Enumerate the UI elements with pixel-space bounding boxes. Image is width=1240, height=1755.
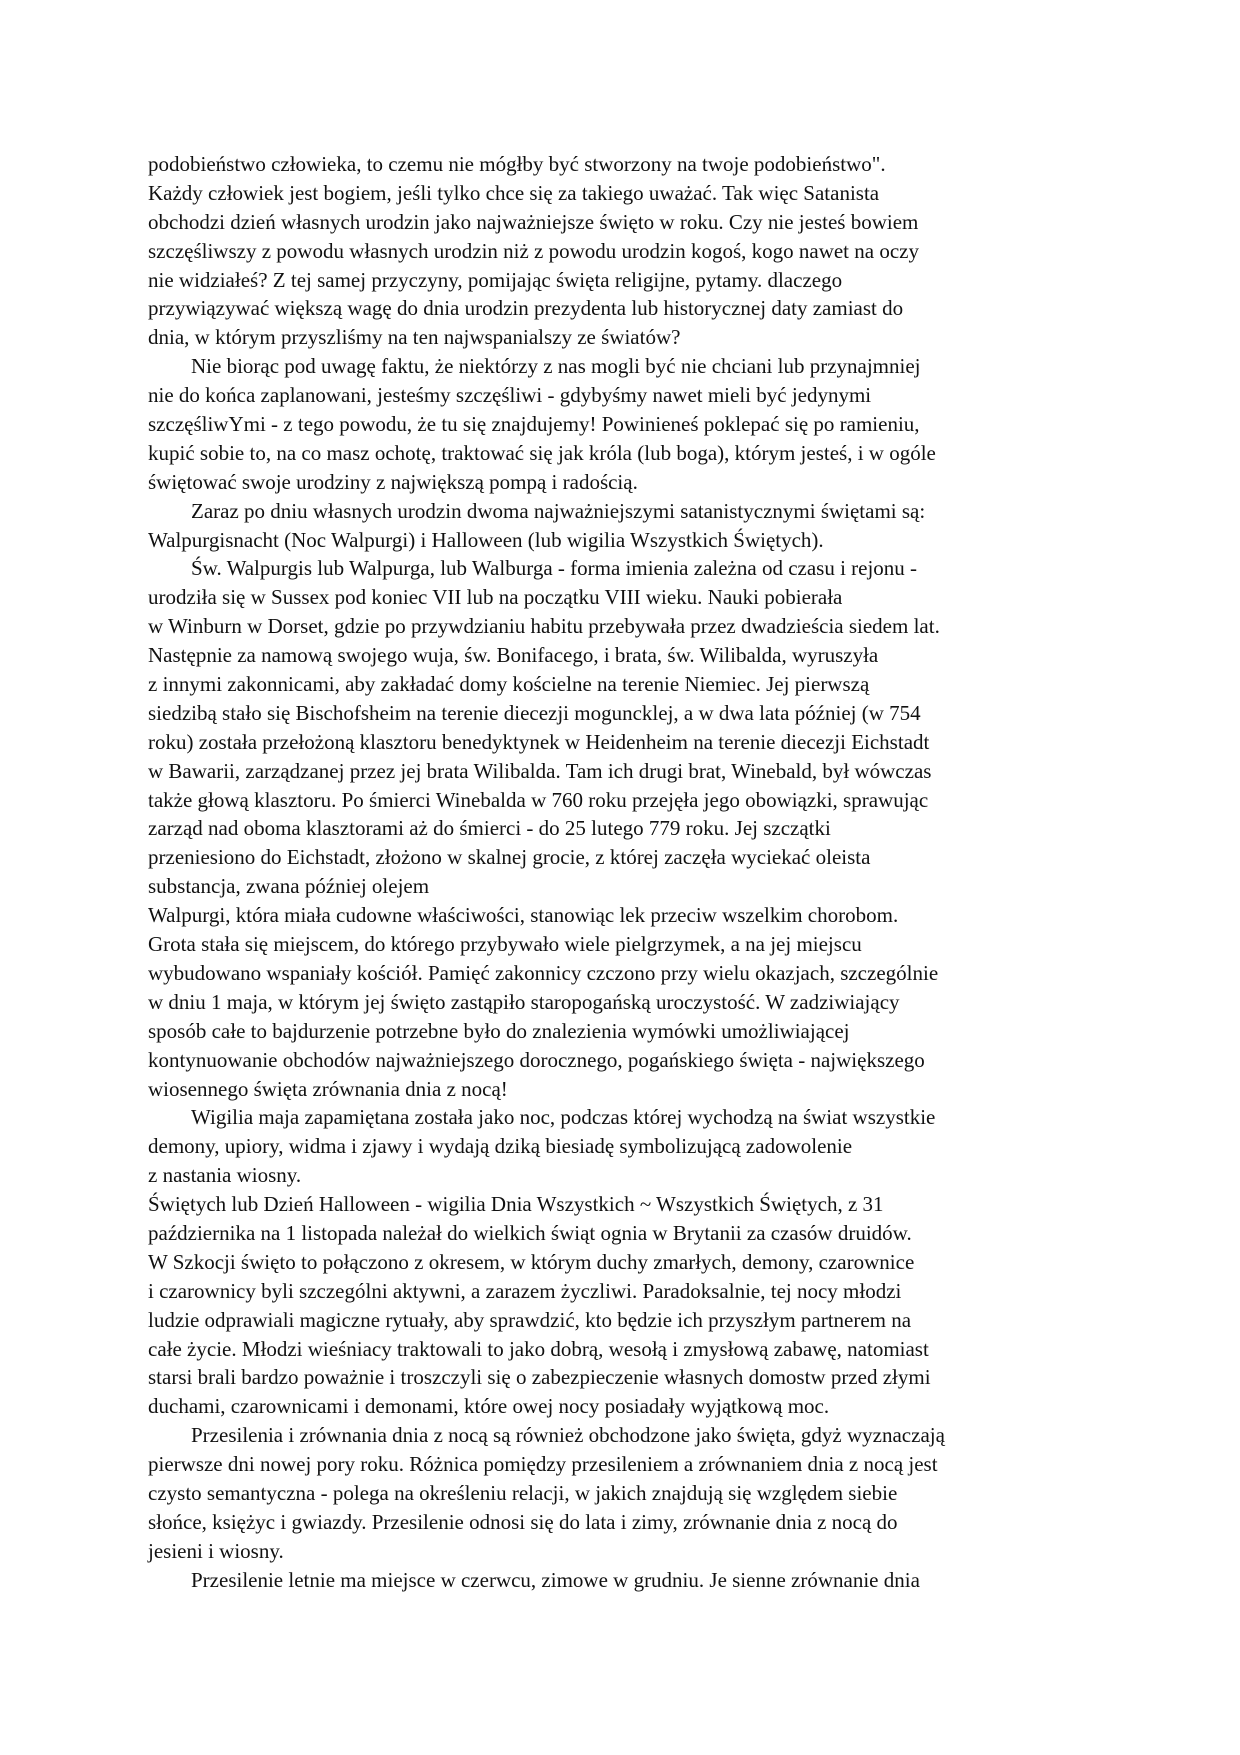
text-line: świętować swoje urodziny z największą pompą i radością.	[148, 469, 638, 494]
text-line: szczęśliwYmi - z tego powodu, że tu się znajdujemy! Powinieneś poklepać się po ramieniu,	[148, 412, 920, 437]
text-line: przeniesiono do Eichstadt, złożono w skalnej grocie, z której zaczęła wyciekać oleista	[148, 845, 871, 870]
text-line: kontynuowanie obchodów najważniejszego dorocznego, pogańskiego święta - największego	[148, 1047, 925, 1072]
text-line: substancja, zwana później olejem	[148, 874, 430, 899]
text-line: duchami, czarownicami i demonami, które owej nocy posiadały wyjątkową moc.	[148, 1394, 830, 1419]
text-line: z nastania wiosny.	[148, 1163, 302, 1188]
text-line: obchodzi dzień własnych urodzin jako najważniejsze święto w roku. Czy nie jesteś bowiem	[148, 209, 919, 234]
text-line: całe życie. Młodzi wieśniacy traktowali to jako dobrą, wesołą i zmysłową zabawę, natomiast	[148, 1336, 929, 1361]
text-line: Wigilia maja zapamiętana została jako noc, podczas której wychodzą na świat wszystkie	[191, 1105, 936, 1130]
text-line: w dniu 1 maja, w którym jej święto zastąpiło staropogańską uroczystość. W zadziwiający	[148, 989, 900, 1014]
text-line: października na 1 listopada należał do wielkich świąt ognia w Brytanii za czasów druidów.	[148, 1220, 912, 1245]
text-line: kupić sobie to, na co masz ochotę, traktować się jak króla (lub boga), którym jesteś, i w ogóle	[148, 440, 936, 465]
text-line: demony, upiory, widma i zjawy i wydają dziką biesiadę symbolizującą zadowolenie	[148, 1134, 853, 1159]
text-line: jesieni i wiosny.	[148, 1538, 284, 1563]
text-line: pierwsze dni nowej pory roku. Różnica pomiędzy przesileniem a zrównaniem dnia z nocą jest	[148, 1452, 938, 1477]
text-line: Św. Walpurgis lub Walpurga, lub Walburga - forma imienia zależna od czasu i rejonu -	[191, 556, 918, 581]
text-line: siedzibą stało się Bischofsheim na terenie diecezji moguncklej, a w dwa lata później (w 754	[148, 700, 921, 725]
text-line: w Winburn w Dorset, gdzie po przywdzianiu habitu przebywała przez dwadzieścia siedem lat.	[148, 614, 940, 639]
text-line: roku) została przełożoną klasztoru benedyktynek w Heidenheim na terenie diecezji Eichstadt	[148, 729, 930, 754]
text-line: czysto semantyczna - polega na określeniu relacji, w jakich znajdują się względem siebie	[148, 1480, 898, 1505]
text-line: sposób całe to bajdurzenie potrzebne było do znalezienia wymówki umożliwiającej	[148, 1018, 850, 1043]
text-line: W Szkocji święto to połączono z okresem, w którym duchy zmarłych, demony, czarownice	[148, 1249, 915, 1274]
text-line: szczęśliwszy z powodu własnych urodzin niż z powodu urodzin kogoś, kogo nawet na oczy	[148, 238, 919, 263]
text-line: Walpurgi, która miała cudowne właściwości, stanowiąc lek przeciw wszelkim chorobom.	[148, 903, 899, 928]
text-line: Nie biorąc pod uwagę faktu, że niektórzy z nas mogli być nie chciani lub przynajmniej	[191, 354, 921, 379]
text-line: słońce, księżyc i gwiazdy. Przesilenie odnosi się do lata i zimy, zrównanie dnia z nocą do	[148, 1509, 898, 1534]
text-line: Przesilenie letnie ma miejsce w czerwcu, zimowe w grudniu. Je sienne zrównanie dnia	[191, 1567, 920, 1592]
text-line: Walpurgisnacht (Noc Walpurgi) i Halloween (lub wigilia Wszystkich Świętych).	[148, 527, 824, 552]
document-page	[148, 150, 1088, 1595]
text-line: z innymi zakonnicami, aby zakładać domy kościelne na terenie Niemiec. Jej pierwszą	[148, 672, 870, 697]
text-line: także głową klasztoru. Po śmierci Winebalda w 760 roku przejęła jego obowiązki, sprawując	[148, 787, 929, 812]
text-line: wiosennego święta zrównania dnia z nocą!	[148, 1076, 508, 1101]
text-line: Każdy człowiek jest bogiem, jeśli tylko chce się za takiego uważać. Tak więc Satanista	[148, 180, 880, 205]
text-line: podobieństwo człowieka, to czemu nie mógłby być stworzony na twoje podobieństwo".	[148, 152, 886, 176]
text-line: ludzie odprawiali magiczne rytuały, aby sprawdzić, kto będzie ich przyszłym partnerem na	[148, 1307, 912, 1332]
text-line: w Bawarii, zarządzanej przez jej brata Wilibalda. Tam ich drugi brat, Winebald, był wówczas	[148, 758, 932, 783]
text-line: Grota stała się miejscem, do którego przybywało wiele pielgrzymek, a na jej miejscu	[148, 932, 862, 957]
text-line: Świętych lub Dzień Halloween - wigilia Dnia Wszystkich ~ Wszystkich Świętych, z 31	[148, 1192, 884, 1217]
text-line: nie do końca zaplanowani, jesteśmy szczęśliwi - gdybyśmy nawet mieli być jedynymi	[148, 383, 872, 408]
text-line: wybudowano wspaniały kościół. Pamięć zakonnicy czczono przy wielu okazjach, szczególnie	[148, 960, 939, 985]
text-line: urodziła się w Sussex pod koniec VII lub na początku VIII wieku. Nauki pobierała	[148, 585, 843, 610]
text-line: Zaraz po dniu własnych urodzin dwoma najważniejszymi satanistycznymi świętami są:	[191, 498, 926, 523]
text-line: nie widziałeś? Z tej samej przyczyny, pomijając święta religijne, pytamy. dlaczego	[148, 267, 843, 292]
text-line: starsi brali bardzo poważnie i troszczyli się o zabezpieczenie własnych domostw przed złymi	[148, 1365, 931, 1390]
text-line: zarząd nad oboma klasztorami aż do śmierci - do 25 lutego 779 roku. Jej szczątki	[148, 816, 831, 841]
text-line: dnia, w którym przyszliśmy na ten najwspanialszy ze światów?	[148, 325, 681, 350]
text-line: przywiązywać większą wagę do dnia urodzin prezydenta lub historycznej daty zamiast do	[148, 296, 904, 321]
text-line: Przesilenia i zrównania dnia z nocą są również obchodzone jako święta, gdyż wyznaczają	[191, 1423, 945, 1448]
text-line: i czarownicy byli szczególni aktywni, a zarazem życzliwi. Paradoksalnie, tej nocy młodzi	[148, 1278, 902, 1303]
text-line: Następnie za namową swojego wuja, św. Bonifacego, i brata, św. Wilibalda, wyruszyła	[148, 643, 879, 668]
